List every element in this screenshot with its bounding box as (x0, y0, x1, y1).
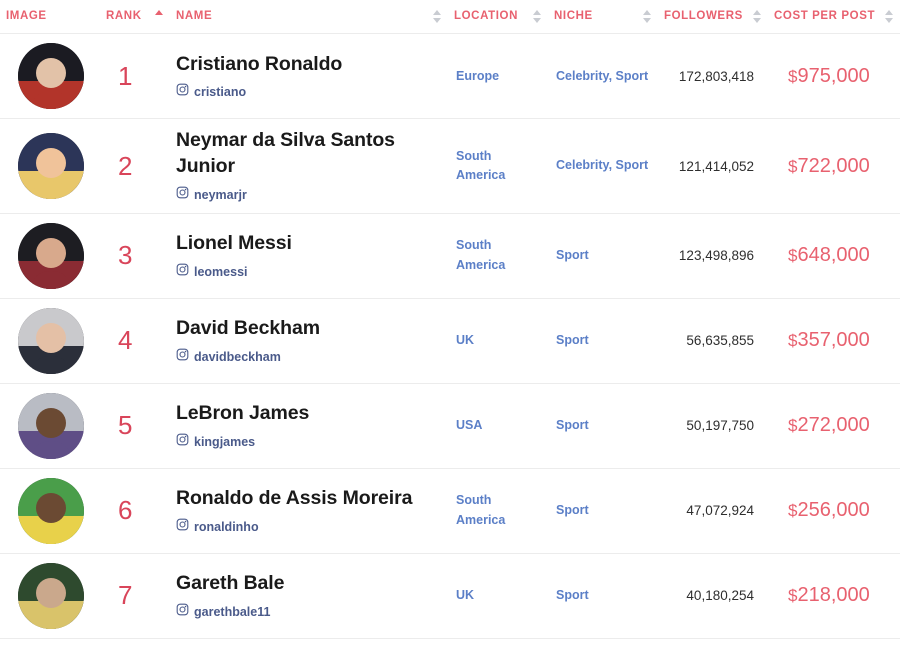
followers-value: 123,498,896 (678, 248, 754, 264)
instagram-icon (176, 83, 189, 101)
instagram-icon (176, 518, 189, 536)
table-row[interactable] (0, 213, 900, 298)
cell-niche (548, 468, 658, 553)
location-value[interactable]: UK (456, 588, 475, 603)
cell-rank (100, 119, 170, 213)
column-header-followers[interactable] (658, 0, 768, 34)
cell-location (448, 213, 548, 298)
cost-amount: 272,000 (797, 414, 870, 437)
cell-rank (100, 213, 170, 298)
cost-per-post-value (774, 499, 894, 522)
cell-rank (100, 553, 170, 638)
cell-rank (100, 468, 170, 553)
influencer-name: Gareth Bale (176, 571, 285, 594)
cell-cost-per-post (768, 553, 900, 638)
cell-location (448, 34, 548, 119)
table-row[interactable] (0, 34, 900, 119)
sort-arrows-icon[interactable] (533, 10, 542, 24)
rank-value: 7 (118, 580, 133, 611)
cell-image (0, 298, 100, 383)
column-header-rank-label: RANK (106, 10, 142, 22)
handle-row[interactable] (176, 518, 442, 536)
currency-symbol: $ (788, 246, 798, 266)
currency-symbol: $ (788, 66, 798, 86)
table-row[interactable] (0, 468, 900, 553)
cell-cost-per-post (768, 468, 900, 553)
instagram-icon (176, 186, 189, 204)
avatar (18, 478, 84, 544)
cell-image (0, 468, 100, 553)
niche-value[interactable]: Sport (556, 503, 589, 518)
cell-cost-per-post (768, 213, 900, 298)
followers-value: 50,197,750 (686, 418, 754, 434)
influencer-handle[interactable]: leomessi (194, 264, 248, 279)
cell-niche (548, 553, 658, 638)
handle-row[interactable] (176, 83, 442, 101)
cell-rank (100, 34, 170, 119)
column-header-image[interactable] (0, 0, 100, 34)
followers-value: 172,803,418 (678, 68, 754, 84)
cell-followers (658, 553, 768, 638)
influencer-name: David Beckham (176, 316, 320, 339)
cost-per-post-value (774, 244, 894, 267)
cell-image (0, 383, 100, 468)
influencer-handle[interactable]: ronaldinho (194, 519, 259, 534)
cell-followers (658, 468, 768, 553)
cell-location (448, 119, 548, 213)
cell-rank (100, 298, 170, 383)
avatar (18, 393, 84, 459)
cell-image (0, 119, 100, 213)
cell-niche (548, 383, 658, 468)
table-row[interactable] (0, 553, 900, 638)
cell-image (0, 34, 100, 119)
column-header-location-label: LOCATION (454, 10, 518, 22)
column-header-followers-label: FOLLOWERS (664, 10, 743, 22)
cell-name (170, 213, 448, 298)
influencer-name: LeBron James (176, 401, 310, 424)
cell-niche (548, 298, 658, 383)
column-header-cost-per-post[interactable] (768, 0, 900, 34)
cell-name (170, 119, 448, 213)
column-header-image-label: IMAGE (6, 10, 47, 22)
location-value[interactable]: South America (456, 238, 506, 272)
cost-per-post-value (774, 65, 894, 88)
column-header-location[interactable] (448, 0, 548, 34)
cell-name (170, 553, 448, 638)
rank-value: 4 (118, 325, 133, 356)
influencer-handle[interactable]: davidbeckham (194, 349, 281, 364)
location-value[interactable]: Europe (456, 68, 500, 83)
column-header-name[interactable] (170, 0, 448, 34)
avatar (18, 223, 84, 289)
cell-followers (658, 34, 768, 119)
rank-value: 3 (118, 240, 133, 271)
avatar (18, 133, 84, 199)
avatar (18, 43, 84, 109)
cost-per-post-value (774, 329, 894, 352)
cost-amount: 722,000 (797, 154, 870, 177)
table-body (0, 34, 900, 638)
niche-value[interactable]: Sport (556, 333, 589, 348)
rank-value: 6 (118, 495, 133, 526)
followers-value: 56,635,855 (686, 333, 754, 349)
cell-cost-per-post (768, 119, 900, 213)
currency-symbol: $ (788, 156, 798, 176)
currency-symbol: $ (788, 331, 798, 351)
column-header-niche[interactable] (548, 0, 658, 34)
table-header (0, 0, 900, 34)
cell-name (170, 298, 448, 383)
cell-cost-per-post (768, 34, 900, 119)
instagram-icon (176, 348, 189, 366)
cost-amount: 975,000 (797, 64, 870, 87)
cell-location (448, 468, 548, 553)
influencer-handle[interactable]: cristiano (194, 85, 247, 100)
cell-cost-per-post (768, 298, 900, 383)
column-header-name-label: NAME (176, 10, 213, 22)
influencer-name: Ronaldo de Assis Moreira (176, 486, 413, 509)
handle-row[interactable] (176, 263, 442, 281)
cell-followers (658, 383, 768, 468)
niche-value[interactable]: Celebrity, Sport (556, 68, 649, 83)
handle-row[interactable] (176, 186, 442, 204)
table-header-row (0, 0, 900, 34)
table-row[interactable] (0, 383, 900, 468)
table-row[interactable] (0, 119, 900, 213)
sort-arrows-icon[interactable] (753, 10, 762, 24)
cost-amount: 648,000 (797, 244, 870, 267)
niche-value[interactable]: Celebrity, Sport (556, 158, 649, 173)
cell-name (170, 34, 448, 119)
location-value[interactable]: South America (456, 493, 506, 527)
location-value[interactable]: USA (456, 418, 483, 433)
sort-arrows-icon[interactable] (433, 10, 442, 24)
niche-value[interactable]: Sport (556, 418, 589, 433)
instagram-icon (176, 603, 189, 621)
cell-followers (658, 298, 768, 383)
sort-arrows-icon[interactable] (155, 10, 164, 24)
rank-value: 2 (118, 150, 133, 181)
avatar (18, 308, 84, 374)
cost-per-post-value (774, 584, 894, 607)
cell-location (448, 383, 548, 468)
cost-per-post-value (774, 155, 894, 178)
followers-value: 40,180,254 (686, 588, 754, 604)
rank-value: 5 (118, 410, 133, 441)
column-header-niche-label: NICHE (554, 10, 593, 22)
instagram-icon (176, 433, 189, 451)
sort-arrows-icon[interactable] (885, 10, 894, 24)
cell-location (448, 298, 548, 383)
column-header-cost-per-post-label: COST PER POST (774, 10, 876, 22)
influencer-handle[interactable]: neymarjr (194, 187, 247, 202)
rank-value: 1 (118, 60, 133, 91)
column-header-rank[interactable] (100, 0, 170, 34)
niche-value[interactable]: Sport (556, 248, 589, 263)
cell-niche (548, 34, 658, 119)
cost-amount: 357,000 (797, 329, 870, 352)
currency-symbol: $ (788, 416, 798, 436)
cell-name (170, 383, 448, 468)
currency-symbol: $ (788, 586, 798, 606)
cell-location (448, 553, 548, 638)
avatar (18, 563, 84, 629)
followers-value: 121,414,052 (678, 158, 754, 174)
cell-image (0, 553, 100, 638)
influencer-handle[interactable]: garethbale11 (194, 604, 271, 619)
influencer-name: Neymar da Silva Santos Junior (176, 129, 395, 178)
cell-niche (548, 119, 658, 213)
handle-row[interactable] (176, 433, 442, 451)
cost-per-post-value (774, 414, 894, 437)
cost-amount: 218,000 (797, 584, 870, 607)
cell-image (0, 213, 100, 298)
instagram-icon (176, 263, 189, 281)
table-row[interactable] (0, 298, 900, 383)
followers-value: 47,072,924 (686, 503, 754, 519)
cell-rank (100, 383, 170, 468)
location-value[interactable]: UK (456, 333, 475, 348)
cost-amount: 256,000 (797, 499, 870, 522)
location-value[interactable]: South America (456, 148, 506, 183)
influencer-name: Cristiano Ronaldo (176, 52, 343, 75)
currency-symbol: $ (788, 501, 798, 521)
influencer-name: Lionel Messi (176, 231, 292, 254)
niche-value[interactable]: Sport (556, 588, 589, 603)
sort-arrows-icon[interactable] (643, 10, 652, 24)
handle-row[interactable] (176, 348, 442, 366)
cell-niche (548, 213, 658, 298)
cell-followers (658, 119, 768, 213)
cell-cost-per-post (768, 383, 900, 468)
cell-followers (658, 213, 768, 298)
influencer-handle[interactable]: kingjames (194, 434, 256, 449)
cell-name (170, 468, 448, 553)
handle-row[interactable] (176, 603, 442, 621)
